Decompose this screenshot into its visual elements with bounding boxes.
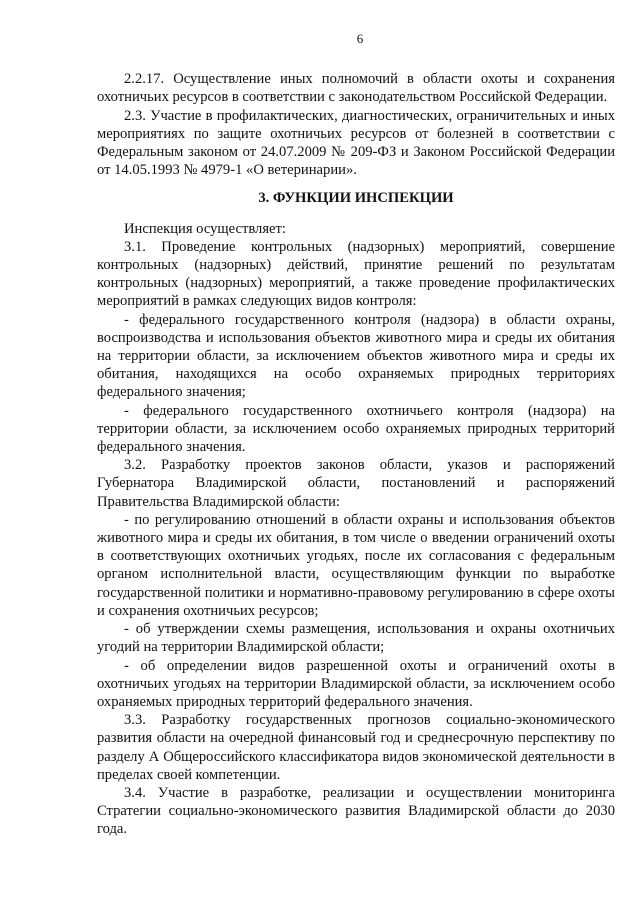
- list-item-federal-control: - федерального государственного контроля (надзора) в области охраны, воспроизводства и использования объектов животного мира и среды их обитания на территории области, за исключением объектов животного мира и среды их обитания, находящихся на особо охраняемых природных территориях федерального значения;: [97, 311, 615, 401]
- list-item-hunting-control: - федерального государственного охотничьего контроля (надзора) на территории области, за исключением особо охраняемых природных территорий федерального значения.: [97, 402, 615, 456]
- list-item-hunting-types: - об определении видов разрешенной охоты и ограничений охоты в охотничьих угодьях на территории Владимирской области, за исключением особо охраняемых природных территорий федерального значения.: [97, 657, 615, 710]
- list-item-regulation: - по регулированию отношений в области охраны и использования объектов животного мира и среды их обитания, в том числе о введении ограничений охоты в соответствующих охотничьих угодьях, после их согласования с федеральным органом исполнительной власти, осуществляющим функции по выработке государственной политики и нормативно-правовому регулированию в сфере охоты и сохранения охотничьих ресурсов;: [97, 511, 615, 619]
- document-page: [97, 30, 615, 839]
- paragraph-3-1: 3.1. Проведение контрольных (надзорных) мероприятий, совершение контрольных (надзорных) действий, принятие решений по результатам контрольных (надзорных) мероприятий, а также проведение профилактических мероприятий в рамках следующих видов контроля:: [97, 238, 615, 310]
- list-item-scheme-approval: - об утверждении схемы размещения, использования и охраны охотничьих угодий на территории Владимирской области;: [97, 621, 615, 656]
- paragraph-2-3: 2.3. Участие в профилактических, диагностических, ограничительных и иных мероприятиях по защите охотничьих ресурсов от болезней в соответствии с Федеральным законом от 24.07.2009 № 209-ФЗ и Законом Российской Федерации от 14.05.1993 № 4979-1 «О ветеринарии».: [97, 107, 615, 179]
- page-number: 6: [356, 31, 364, 46]
- paragraph-2-2-17: 2.2.17. Осуществление иных полномочий в области охоты и сохранения охотничьих ресурсов в соответствии с законодательством Российской Федерации.: [97, 71, 615, 106]
- paragraph-3-2: 3.2. Разработку проектов законов области, указов и распоряжений Губернатора Владимирской области, постановлений и распоряжений Правительства Владимирской области:: [97, 457, 615, 510]
- paragraph-3-4: 3.4. Участие в разработке, реализации и осуществлении мониторинга Стратегии социально-экономического развития Владимирской области до 2030 года.: [97, 784, 615, 838]
- section-title: 3. ФУНКЦИИ ИНСПЕКЦИИ: [258, 190, 454, 207]
- paragraph-intro: Инспекция осуществляет:: [124, 220, 286, 237]
- paragraph-3-3: 3.3. Разработку государственных прогнозов социально-экономического развития области на очередной финансовый год и среднесрочную перспективу по разделу А Общероссийского классификатора видов экономической деятельности в пределах своей компетенции.: [97, 712, 615, 783]
